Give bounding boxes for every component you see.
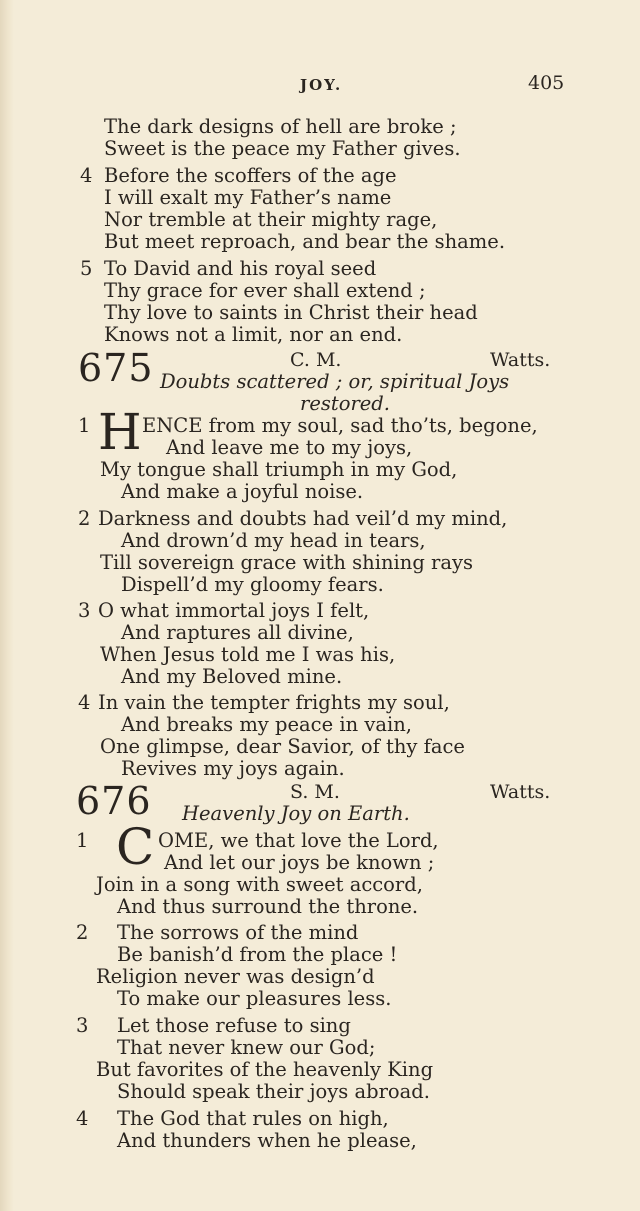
stanza-number: 4 [76,1107,89,1130]
drop-cap: C [116,818,155,876]
verse-line: The God that rules on high, [117,1107,389,1130]
verse-line: One glimpse, dear Savior, of thy face [100,735,465,758]
hymn-meter: S. M. [290,781,340,803]
verse-line: My tongue shall triumph in my God, [100,458,458,481]
verse-line: And leave me to my joys, [166,436,413,459]
verse-line: ENCE from my soul, sad tho’ts, begone, [142,414,538,437]
stanza-number: 2 [76,921,89,944]
stanza-number: 1 [76,829,89,852]
verse-line: Sweet is the peace my Father gives. [104,137,461,160]
hymn-author: Watts. [490,349,551,371]
page-number: 405 [528,72,565,94]
verse-line: And thunders when he please, [117,1129,417,1152]
verse-line: And make a joyful noise. [121,480,364,503]
drop-cap: H [98,403,142,461]
hymn-number: 676 [76,779,152,823]
verse-line: The sorrows of the mind [117,921,359,944]
stanza-number: 5 [80,257,93,280]
verse-line: And let our joys be known ; [164,851,435,874]
verse-line: The dark designs of hell are broke ; [104,115,457,138]
hymn-subtitle: Heavenly Joy on Earth. [182,802,410,825]
verse-line: In vain the tempter frights my soul, [98,691,450,714]
verse-line: Should speak their joys abroad. [117,1080,430,1103]
stanza-number: 4 [78,691,91,714]
stanza-number: 2 [78,507,91,530]
page-edge-shadow [0,0,14,1211]
verse-line: And thus surround the throne. [117,895,419,918]
verse-line: Dispell’d my gloomy fears. [121,573,384,596]
verse-line: And breaks my peace in vain, [121,713,412,736]
stanza-number: 4 [80,164,93,187]
verse-line: Nor tremble at their mighty rage, [104,208,438,231]
verse-line: Be banish’d from the place ! [117,943,398,966]
verse-line: Thy love to saints in Christ their head [104,301,478,324]
verse-line: Darkness and doubts had veil’d my mind, [98,507,508,530]
verse-line: Religion never was design’d [96,965,375,988]
verse-line: And drown’d my head in tears, [121,529,426,552]
hymn-subtitle: Doubts scattered ; or, spiritual Joys [160,370,510,393]
stanza-number: 1 [78,414,91,437]
verse-line: Revives my joys again. [121,757,345,780]
verse-line: Knows not a limit, nor an end. [104,323,403,346]
hymn-subtitle: restored. [300,392,390,415]
stanza-number: 3 [76,1014,89,1037]
verse-line: Join in a song with sweet accord, [96,873,423,896]
hymn-meter: C. M. [290,349,342,371]
verse-line: O what immortal joys I felt, [98,599,370,622]
verse-line: To David and his royal seed [104,257,377,280]
verse-line: Till sovereign grace with shining rays [100,551,473,574]
verse-line: To make our pleasures less. [117,987,392,1010]
verse-line: Let those refuse to sing [117,1014,351,1037]
verse-line: But meet reproach, and bear the shame. [104,230,506,253]
verse-line: That never knew our God; [117,1036,376,1059]
verse-line: I will exalt my Father’s name [104,186,392,209]
verse-line: And my Beloved mine. [121,665,343,688]
verse-line: OME, we that love the Lord, [158,829,439,852]
verse-line: Thy grace for ever shall extend ; [104,279,426,302]
verse-line: But favorites of the heavenly King [96,1058,434,1081]
verse-line: Before the scoffers of the age [104,164,397,187]
hymn-author: Watts. [490,781,551,803]
verse-line: And raptures all divine, [121,621,354,644]
running-header-title: JOY. [300,76,343,94]
verse-line: When Jesus told me I was his, [100,643,396,666]
hymn-number: 675 [78,346,154,390]
stanza-number: 3 [78,599,91,622]
